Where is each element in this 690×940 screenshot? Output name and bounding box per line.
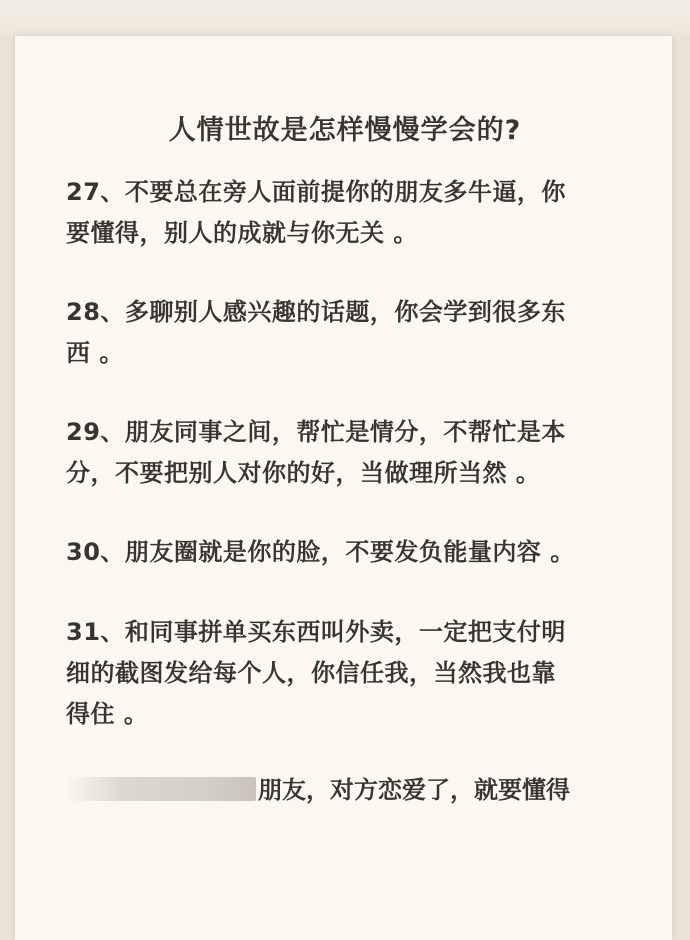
item-line: 朋友同事之间，帮忙是情分，不帮忙是本	[124, 418, 566, 446]
item-line: 得住 。	[66, 700, 149, 728]
item-line: 朋友圈就是你的脸，不要发负能量内容 。	[124, 538, 575, 566]
redaction-blur	[66, 777, 256, 801]
item-number: 29、	[66, 418, 125, 446]
item-number: 27、	[66, 178, 125, 206]
list-item-partial	[66, 770, 626, 811]
list-item-28	[66, 292, 626, 374]
item-number: 30、	[66, 538, 125, 566]
list-item-30	[66, 532, 626, 573]
item-line: 多聊别人感兴趣的话题，你会学到很多东	[124, 298, 566, 326]
item-line: 朋友，对方恋爱了，就要懂得	[258, 776, 570, 804]
item-line: 和同事拼单买东西叫外卖，一定把支付明	[124, 618, 566, 646]
list-item-29	[66, 412, 626, 494]
item-line: 细的截图发给每个人，你信任我，当然我也靠	[66, 659, 556, 687]
item-number: 28、	[66, 298, 125, 326]
page-title: 人情世故是怎样慢慢学会的?	[168, 115, 522, 146]
list-item-31	[66, 612, 626, 735]
item-number: 31、	[66, 618, 125, 646]
item-line: 西 。	[66, 339, 124, 367]
page-top-edge	[0, 0, 690, 36]
item-line: 不要总在旁人面前提你的朋友多牛逼，你	[124, 178, 566, 206]
item-line: 要懂得，别人的成就与你无关 。	[66, 219, 418, 247]
item-line: 分，不要把别人对你的好，当做理所当然 。	[66, 459, 541, 487]
list-item-27	[66, 172, 626, 254]
